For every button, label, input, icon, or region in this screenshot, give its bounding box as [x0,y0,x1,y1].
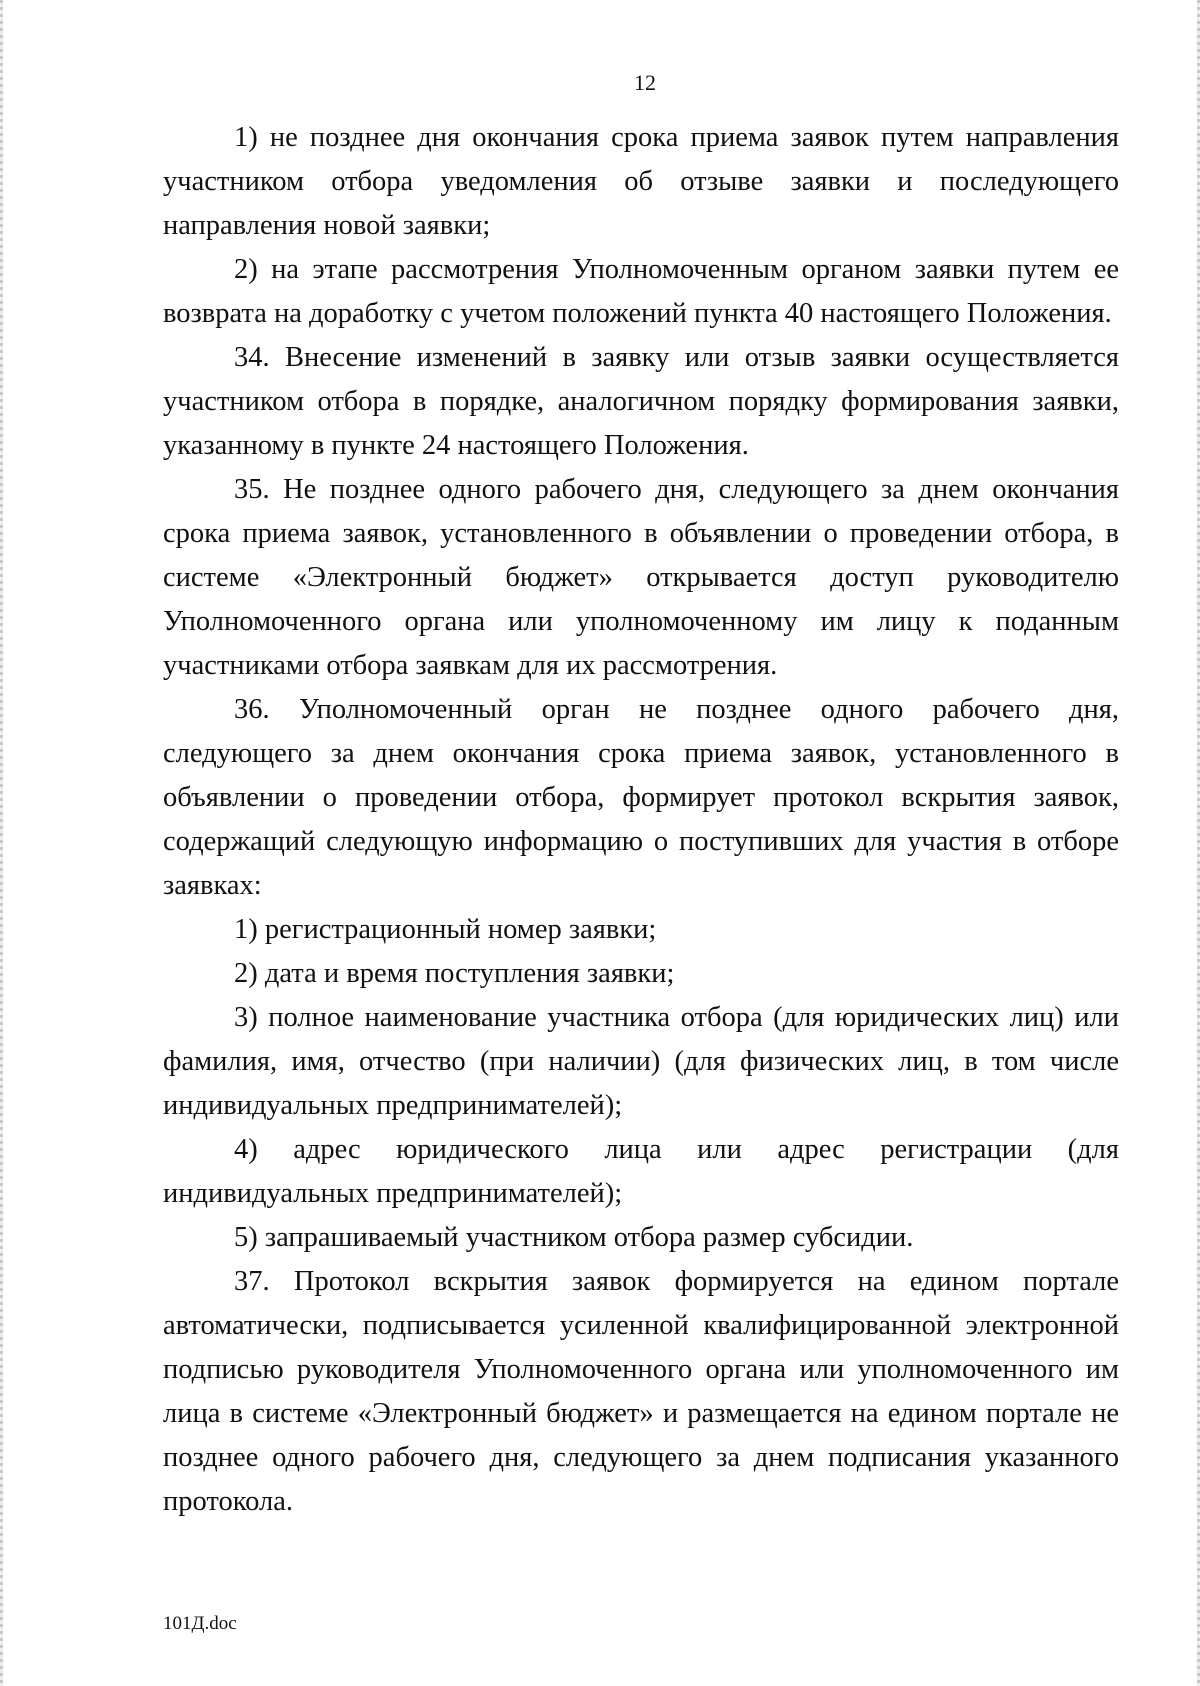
scan-edge-left [0,0,3,1686]
list-item-address: 4) адрес юридического лица или адрес регистрации (для индивидуальных предпринимателей); [163,1134,1119,1209]
paragraph-37: 37. Протокол вскрытия заявок формируется на едином портале автоматически, подписывается усиленной квалифицированной электронной подписью руководителя Уполномоченного органа или уполномоченного им лица в системе «Электронный бюджет» и размещается на едином портале не позднее одного рабочего дня, следующего за днем подписания указанного протокола. [163,1266,1119,1517]
paragraph-36: 36. Уполномоченный орган не позднее одного рабочего дня, следующего за днем окончания срока приема заявок, установленного в объявлении о проведении отбора, формирует протокол вскрытия заявок, содержащий следующую информацию о поступивших для участия в отборе заявках: [163,694,1119,901]
list-item-subsidy-amount: 5) запрашиваемый участником отбора размер субсидии. [234,1222,914,1253]
paragraph-item-2-return-for-revision: 2) на этапе рассмотрения Уполномоченным органом заявки путем ее возврата на доработку с учетом положений пункта 40 настоящего Положения. [163,254,1119,329]
list-item-full-name: 3) полное наименование участника отбора (для юридических лиц) или фамилия, имя, отчество (при наличии) (для физических лиц, в том числе индивидуальных предпринимателей); [163,1002,1119,1121]
document-body [163,116,1119,1524]
paragraph-34: 34. Внесение изменений в заявку или отзыв заявки осуществляется участником отбора в порядке, аналогичном порядку формирования заявки, указанному в пункте 24 настоящего Положения. [163,342,1119,461]
page-number: 12 [634,70,656,95]
list-item-date-time: 2) дата и время поступления заявки; [234,958,675,989]
list-item-registration-number: 1) регистрационный номер заявки; [234,914,657,945]
paragraph-35: 35. Не позднее одного рабочего дня, следующего за днем окончания срока приема заявок, установленного в объявлении о проведении отбора, в системе «Электронный бюджет» открывается доступ руководителю Уполномоченного органа или уполномоченному им лицу к поданным участниками отбора заявкам для их рассмотрения. [163,474,1119,681]
footer-filename: 101Д.doc [163,1613,237,1634]
paragraph-item-1-withdrawal-deadline: 1) не позднее дня окончания срока приема заявок путем направления участником отбора уведомления об отзыве заявки и последующего направления новой заявки; [163,122,1119,241]
